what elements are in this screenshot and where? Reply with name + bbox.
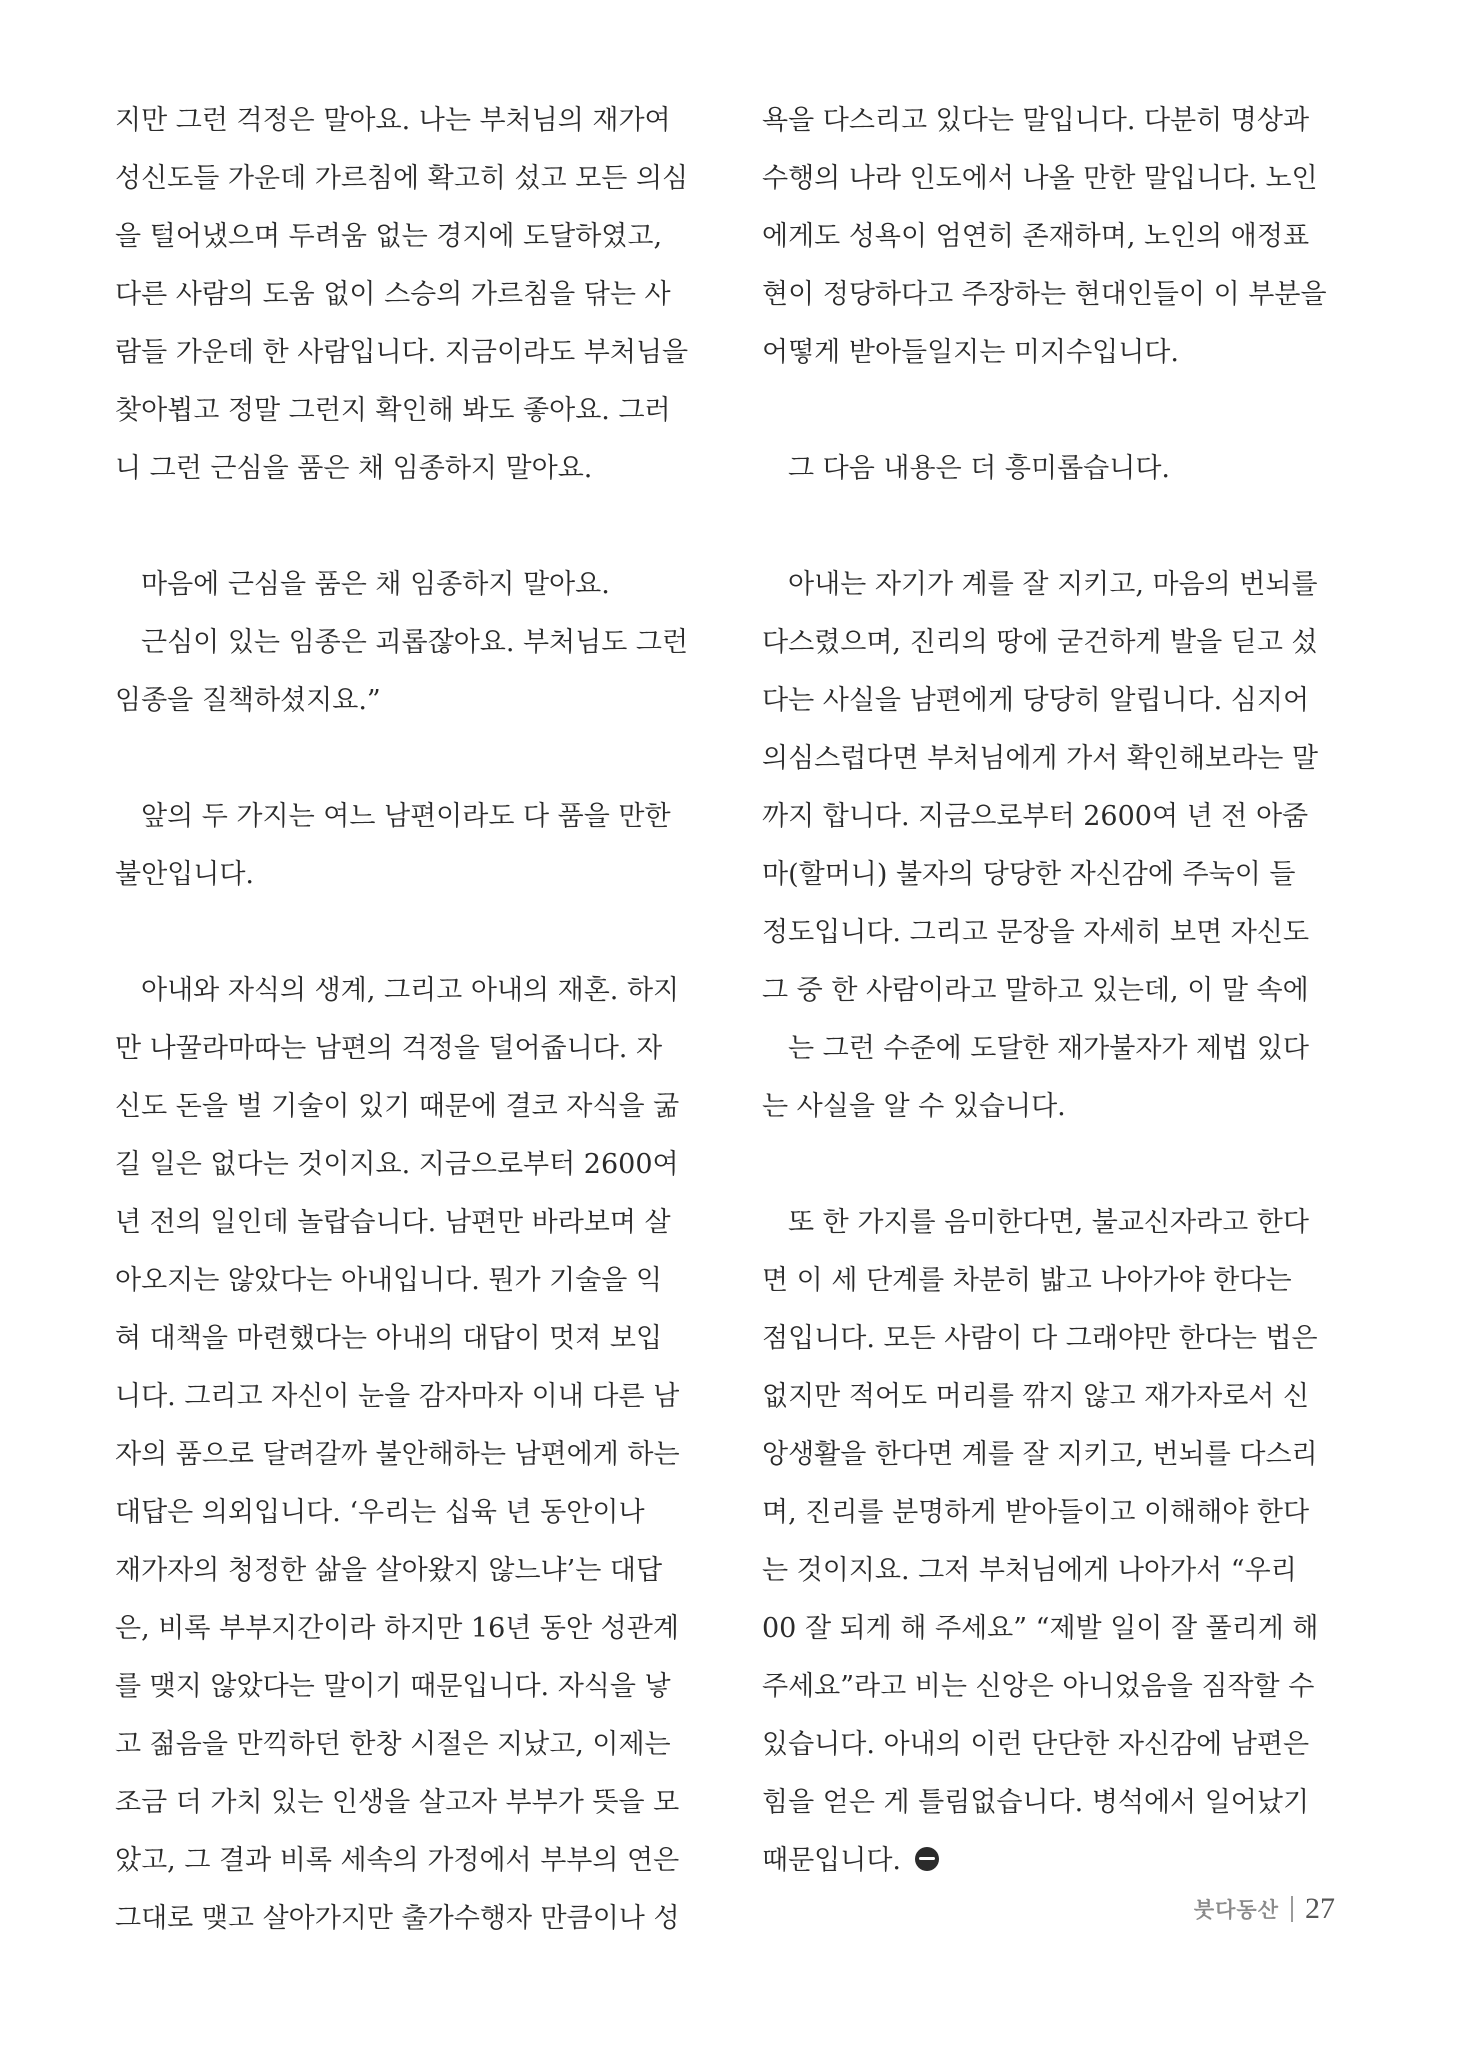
text-line-content: 대답은 의외입니다. ‘우리는 십육 년 동안이나 <box>115 1497 645 1528</box>
text-line <box>762 788 1362 846</box>
text-line-content: 임종을 질책하셨지요.” <box>115 685 381 716</box>
right-column <box>762 92 1362 1890</box>
text-line <box>762 1658 1362 1716</box>
text-line <box>762 1310 1362 1368</box>
text-line-content: 은, 비록 부부지간이라 하지만 16년 동안 성관계 <box>115 1613 679 1644</box>
text-line <box>115 440 715 498</box>
text-line <box>762 1716 1362 1774</box>
text-line-content: 니 그런 근심을 품은 채 임종하지 말아요. <box>115 453 593 484</box>
paragraph-spacer <box>115 730 715 788</box>
text-line <box>762 1600 1362 1658</box>
text-line-content: 욕을 다스리고 있다는 말입니다. 다분히 명상과 <box>762 105 1310 136</box>
text-line <box>762 962 1362 1020</box>
text-line-content: 는 그런 수준에 도달한 재가불자가 제법 있다 <box>788 1033 1309 1064</box>
text-line-content: 그대로 맺고 살아가지만 출가수행자 만큼이나 성 <box>115 1903 680 1934</box>
text-line <box>115 1368 715 1426</box>
text-line-content: 그 다음 내용은 더 흥미롭습니다. <box>788 453 1170 484</box>
footer-divider <box>1291 1896 1293 1922</box>
text-line <box>762 846 1362 904</box>
left-column <box>115 92 715 1948</box>
text-line <box>762 904 1362 962</box>
paragraph-spacer <box>115 904 715 962</box>
text-line <box>762 440 1362 498</box>
text-line <box>762 1252 1362 1310</box>
text-line <box>115 1716 715 1774</box>
text-line <box>762 1078 1362 1136</box>
text-line <box>762 614 1362 672</box>
text-line-content: 혀 대책을 마련했다는 아내의 대답이 멋져 보입 <box>115 1323 663 1354</box>
text-line <box>115 962 715 1020</box>
text-line-content: 람들 가운데 한 사람입니다. 지금이라도 부처님을 <box>115 337 689 368</box>
text-line-content: 때문입니다. <box>762 1845 901 1876</box>
text-line <box>115 1484 715 1542</box>
page-number: 27 <box>1305 1892 1335 1925</box>
text-line <box>762 1426 1362 1484</box>
text-line-content: 면 이 세 단계를 차분히 밟고 나아가야 한다는 <box>762 1265 1292 1296</box>
text-line <box>762 1020 1362 1078</box>
text-line-content: 는 사실을 알 수 있습니다. <box>762 1091 1066 1122</box>
text-line-content: 마음에 근심을 품은 채 임종하지 말아요. <box>141 569 610 600</box>
text-line <box>115 1426 715 1484</box>
text-line <box>762 556 1362 614</box>
text-line-content: 며, 진리를 분명하게 받아들이고 이해해야 한다 <box>762 1497 1310 1528</box>
text-line <box>115 324 715 382</box>
text-line-content: 까지 합니다. 지금으로부터 2600여 년 전 아줌 <box>762 801 1309 832</box>
text-line <box>762 1832 1362 1890</box>
text-line-content: 아내와 자식의 생계, 그리고 아내의 재혼. 하지 <box>141 975 680 1006</box>
text-line <box>762 1542 1362 1600</box>
text-line-content: 수행의 나라 인도에서 나올 만한 말입니다. 노인 <box>762 163 1318 194</box>
text-line-content: 불안입니다. <box>115 859 254 890</box>
end-mark-icon <box>915 1847 939 1871</box>
text-line-content: 년 전의 일인데 놀랍습니다. 남편만 바라보며 살 <box>115 1207 671 1238</box>
text-line-content: 재가자의 청정한 삶을 살아왔지 않느냐’는 대답 <box>115 1555 663 1586</box>
text-line <box>762 266 1362 324</box>
text-line <box>762 1774 1362 1832</box>
text-line-content: 신도 돈을 벌 기술이 있기 때문에 결코 자식을 굶 <box>115 1091 680 1122</box>
text-line-content: 성신도들 가운데 가르침에 확고히 섰고 모든 의심 <box>115 163 689 194</box>
text-line <box>762 1368 1362 1426</box>
text-line <box>115 208 715 266</box>
text-line-content: 근심이 있는 임종은 괴롭잖아요. 부처님도 그런 <box>141 627 689 658</box>
text-line <box>115 788 715 846</box>
text-line-content: 주세요”라고 비는 신앙은 아니었음을 짐작할 수 <box>762 1671 1315 1702</box>
page-footer <box>1194 1892 1335 1926</box>
text-line <box>762 150 1362 208</box>
text-line <box>115 614 715 672</box>
text-line <box>115 1020 715 1078</box>
text-line-content: 만 나꿀라마따는 남편의 걱정을 덜어줍니다. 자 <box>115 1033 663 1064</box>
text-line <box>115 1774 715 1832</box>
text-line-content: 찾아뵙고 정말 그런지 확인해 봐도 좋아요. 그러 <box>115 395 671 426</box>
text-line <box>115 266 715 324</box>
text-line-content: 의심스럽다면 부처님에게 가서 확인해보라는 말 <box>762 743 1318 774</box>
text-line-content: 길 일은 없다는 것이지요. 지금으로부터 2600여 <box>115 1149 679 1180</box>
text-line <box>115 1252 715 1310</box>
text-line <box>115 846 715 904</box>
text-line-content: 는 것이지요. 그저 부처님에게 나아가서 “우리 <box>762 1555 1297 1586</box>
text-line-content: 조금 더 가치 있는 인생을 살고자 부부가 뜻을 모 <box>115 1787 680 1818</box>
text-line <box>115 92 715 150</box>
text-line-content: 다른 사람의 도움 없이 스승의 가르침을 닦는 사 <box>115 279 671 310</box>
text-line-content: 그 중 한 사람이라고 말하고 있는데, 이 말 속에 <box>762 975 1309 1006</box>
text-line <box>762 1194 1362 1252</box>
text-line-content: 앙생활을 한다면 계를 잘 지키고, 번뇌를 다스리 <box>762 1439 1318 1470</box>
text-line <box>115 1194 715 1252</box>
text-line <box>115 672 715 730</box>
text-line <box>762 1484 1362 1542</box>
text-line-content: 앞의 두 가지는 여느 남편이라도 다 품을 만한 <box>141 801 671 832</box>
text-line <box>762 92 1362 150</box>
text-line-content: 다스렸으며, 진리의 땅에 굳건하게 발을 딛고 섰 <box>762 627 1318 658</box>
text-line-content: 아오지는 않았다는 아내입니다. 뭔가 기술을 익 <box>115 1265 663 1296</box>
text-line-content: 를 맺지 않았다는 말이기 때문입니다. 자식을 낳 <box>115 1671 671 1702</box>
text-line <box>115 1890 715 1948</box>
text-line-content: 없지만 적어도 머리를 깎지 않고 재가자로서 신 <box>762 1381 1310 1412</box>
magazine-title: 붓다동산 <box>1193 1899 1279 1922</box>
text-line <box>115 1600 715 1658</box>
paragraph-spacer <box>115 498 715 556</box>
text-line-content: 니다. 그리고 자신이 눈을 감자마자 이내 다른 남 <box>115 1381 680 1412</box>
text-line <box>115 556 715 614</box>
text-line-content: 00 잘 되게 해 주세요” “제발 일이 잘 풀리게 해 <box>762 1613 1319 1644</box>
text-line <box>115 1832 715 1890</box>
text-line-content: 자의 품으로 달려갈까 불안해하는 남편에게 하는 <box>115 1439 680 1470</box>
text-line <box>115 150 715 208</box>
text-line-content: 힘을 얻은 게 틀림없습니다. 병석에서 일어났기 <box>762 1787 1310 1818</box>
text-line-content: 다는 사실을 남편에게 당당히 알립니다. 심지어 <box>762 685 1310 716</box>
text-line <box>762 672 1362 730</box>
text-line-content: 어떻게 받아들일지는 미지수입니다. <box>762 337 1179 368</box>
paragraph-spacer <box>762 498 1362 556</box>
paragraph-spacer <box>762 382 1362 440</box>
text-line <box>762 324 1362 382</box>
text-line <box>115 382 715 440</box>
paragraph-spacer <box>762 1136 1362 1194</box>
text-line-content: 현이 정당하다고 주장하는 현대인들이 이 부분을 <box>762 279 1327 310</box>
text-line-content: 아내는 자기가 계를 잘 지키고, 마음의 번뇌를 <box>788 569 1318 600</box>
text-line-content: 지만 그런 걱정은 말아요. 나는 부처님의 재가여 <box>115 105 671 136</box>
text-line-content: 또 한 가지를 음미한다면, 불교신자라고 한다 <box>788 1207 1309 1238</box>
text-line-content: 을 털어냈으며 두려움 없는 경지에 도달하였고, <box>115 221 663 252</box>
text-line-content: 고 젊음을 만끽하던 한창 시절은 지났고, 이제는 <box>115 1729 671 1760</box>
text-line-content: 점입니다. 모든 사람이 다 그래야만 한다는 법은 <box>762 1323 1318 1354</box>
text-line-content: 있습니다. 아내의 이런 단단한 자신감에 남편은 <box>762 1729 1310 1760</box>
text-line <box>115 1658 715 1716</box>
text-line-content: 정도입니다. 그리고 문장을 자세히 보면 자신도 <box>762 917 1310 948</box>
text-line-content: 에게도 성욕이 엄연히 존재하며, 노인의 애정표 <box>762 221 1310 252</box>
text-line <box>762 730 1362 788</box>
text-line <box>762 208 1362 266</box>
text-line <box>115 1078 715 1136</box>
text-line <box>115 1542 715 1600</box>
text-line <box>115 1136 715 1194</box>
text-line-content: 았고, 그 결과 비록 세속의 가정에서 부부의 연은 <box>115 1845 680 1876</box>
text-line-content: 마(할머니) 불자의 당당한 자신감에 주눅이 들 <box>762 859 1296 890</box>
text-line <box>115 1310 715 1368</box>
